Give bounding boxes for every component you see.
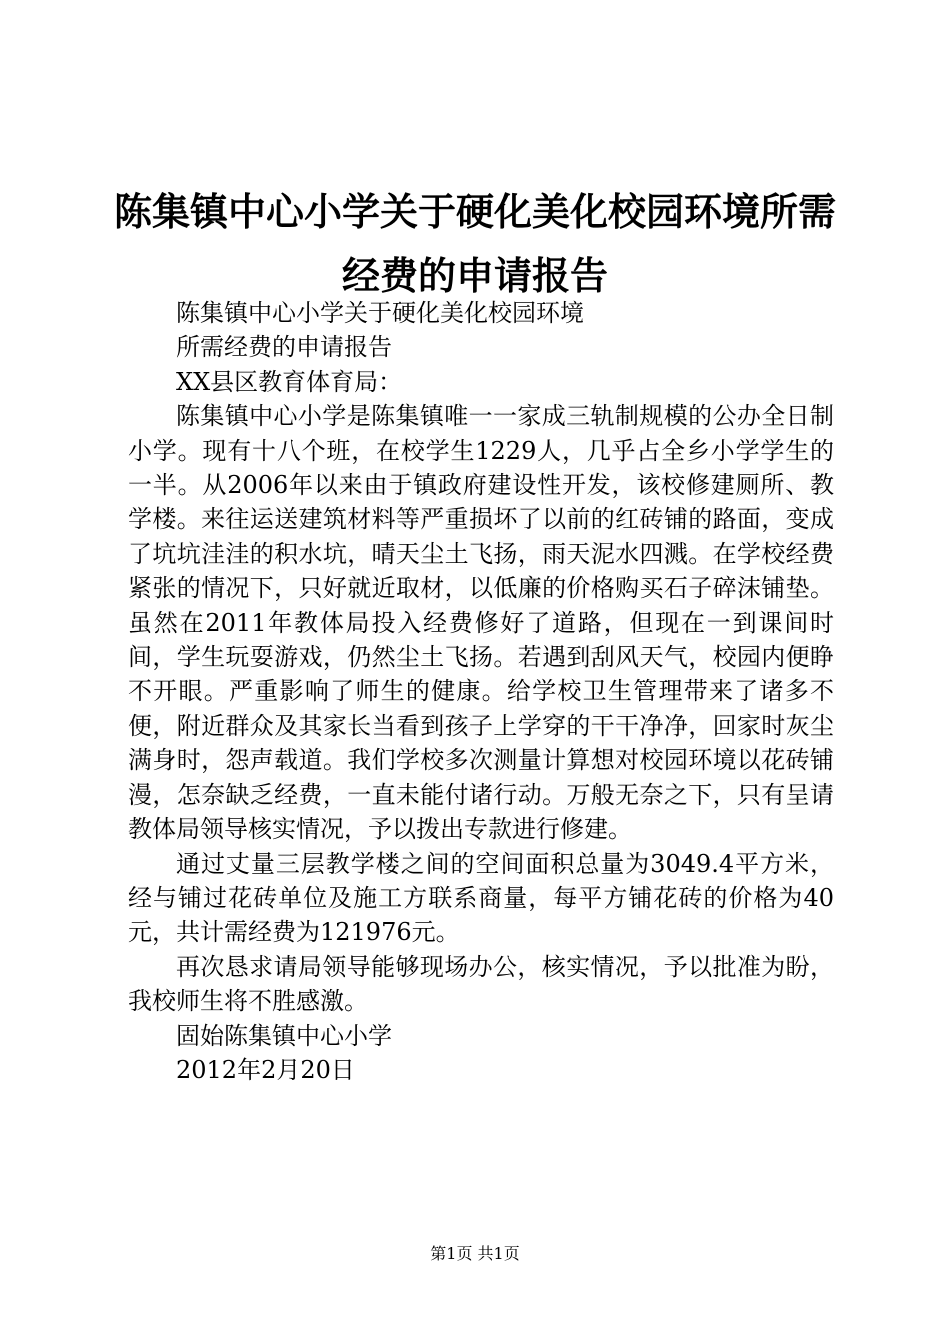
recipient: XX县区教育体育局： xyxy=(176,367,403,396)
document-title: 陈集镇中心小学关于硬化美化校园环境所需经费的申请报告 xyxy=(113,189,836,298)
page-footer: 第1页 共1页 xyxy=(430,1244,520,1263)
subtitle-line-2: 所需经费的申请报告 xyxy=(176,333,392,362)
subtitle-line-1: 陈集镇中心小学关于硬化美化校园环境 xyxy=(176,299,584,327)
date: 2012年2月20日 xyxy=(176,1055,355,1084)
body-paragraph-3: 再次恳求请局领导能够现场办公，核实情况，予以批准为盼，我校师生将不胜感激。 xyxy=(128,952,834,1016)
body-paragraph-2: 通过丈量三层教学楼之间的空间面积总量为3049.4平方米，经与铺过花砖单位及施工方联系商量，每平方铺花砖的价格为40元，共计需经费为121976元。 xyxy=(128,849,834,947)
signature: 固始陈集镇中心小学 xyxy=(176,1021,392,1050)
document-body xyxy=(128,296,834,1087)
body-paragraph-1: 陈集镇中心小学是陈集镇唯一一家成三轨制规模的公办全日制小学。现有十八个班，在校学生1229人，几乎占全乡小学学生的一半。从2006年以来由于镇政府建设性开发，该校修建厕所、教学楼。来往运送建筑材料等严重损坏了以前的红砖铺的路面，变成了坑坑洼洼的积水坑，晴天尘土飞扬，雨天泥水四溅。在学校经费紧张的情况下，只好就近取材，以低廉的价格购买石子碎沫铺垫。虽然在2011年教体局投入经费修好了道路，但现在一到课间时间，学生玩耍游戏，仍然尘土飞扬。若遇到刮风天气，校园内便睁不开眼。严重影响了师生的健康。给学校卫生管理带来了诸多不便，附近群众及其家长当看到孩子上学穿的干干净净，回家时灰尘满身时，怨声载道。我们学校多次测量计算想对校园环境以花砖铺漫，怎奈缺乏经费，一直未能付诸行动。万般无奈之下，只有呈请教体局领导核实情况，予以拨出专款进行修建。 xyxy=(128,402,834,844)
